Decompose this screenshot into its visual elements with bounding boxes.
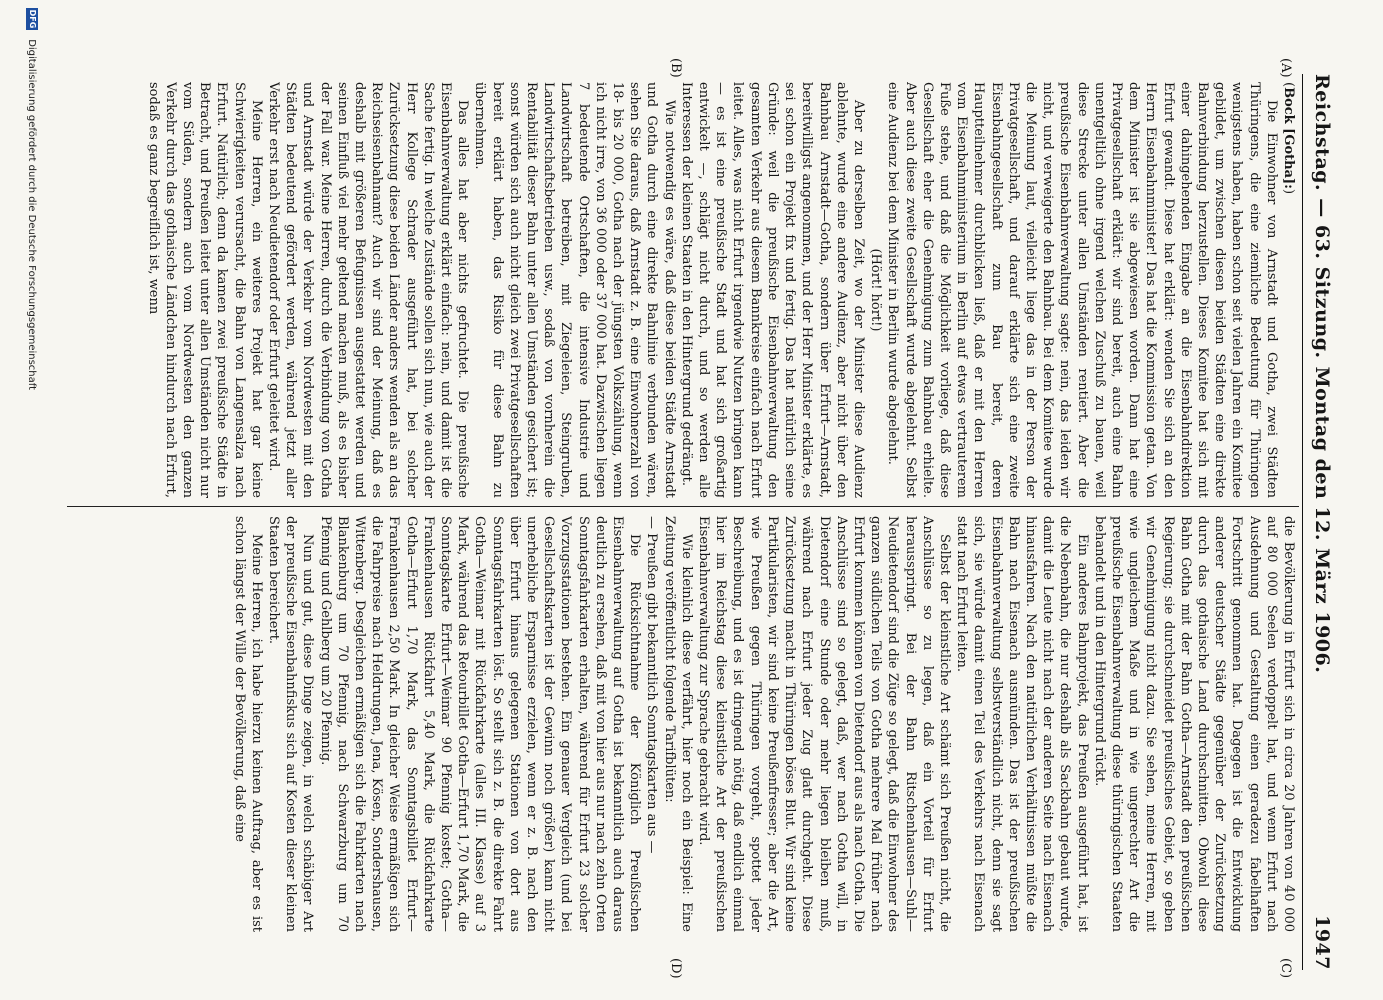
page-number: 1947 <box>1311 915 1333 970</box>
text-column-left <box>69 82 1297 498</box>
speaker-name: Bock [Gotha]: <box>1281 87 1296 189</box>
paragraph: Meine Herren, ich habe hierzu keinen Auftrag, aber es ist schon längst der Wille der Bevölkerung, daß eine <box>231 516 264 932</box>
paragraph: Ein anderes Bahnprojekt, das Preußen ausgeführt hat, ist die Nebenbahn, die nur deshalb als Sackbahn gebaut wurde, damit die Leute nicht nach der anderen Seite nach Eisenach hinausfahren. Nach den natürlichen Verhältnissen müßte die Bahn nach Eisenach ausmünden. Das ist der preußischen Eisenbahnverwaltung selbstverständlich nicht, denn sie sagt sich, sie würde damit einen Teil des Verkehrs nach Eisenach statt nach Erfurt leiten. <box>954 516 1090 932</box>
paragraph: Selbst der kleinstliche Art schämt sich Preußen nicht, die Anschlüsse so zu legen, daß ein Vorteil für Erfurt herausspringt. Bei der Bahn Ritschenhausen—Suhl—Neudietendorf sind die Züge so gelegt, daß die Einwohner des ganzen südlichen Teils von Gotha mehrere Mal früher nach Erfurt kommen können von Dietendorf aus als nach Gotha. Die Anschlüsse sind so gelegt, daß, wer nach Gotha will, in Dietendorf eine Stunde oder mehr liegen bleiben muß, während nach Erfurt jeder Zug glatt durchgeht. Diese Zurücksetzung macht in Thüringen böses Blut. Wir sind keine Partikularisten, wir sind keine Preußenfresser; aber die Art, wie Preußen gegen Thüringen vorgeht, spottet jeder Beschreibung, und es ist dringend nötig, daß endlich einmal hier im Reichstag diese kleinstliche Art der preußischen Eisenbahnverwaltung zur Sprache gebracht wird. <box>696 516 952 932</box>
dfg-logo: DFG <box>28 9 37 29</box>
margin-marker-c: (C) <box>1278 958 1293 979</box>
paragraph: Die Einwohner von Arnstadt und Gotha, zwei Städten Thüringens, die eine ziemliche Bedeutung für Thüringen wenigstens haben, haben schon seit vielen Jahren ein Komitee gebildet, um zwischen diesen beiden Städten eine direkte Bahnverbindung herzustellen. Dieses Komitee hat sich mit einer dahingehenden Eingabe an die Eisenbahndirektion Erfurt gewandt. Diese hat erklärt: wenden Sie sich an den Herrn Eisenbahnminister! Das hat die Kommission getan. Von dem Minister ist sie abgewiesen worden. Dann hat eine Privatgesellschaft erklärt: wir sind bereit, auch eine Bahn unentgeltlich ohne irgend welchen Zuschuß zu bauen, weil diese Strecke unter allen Umständen rentiert. Aber die preußische Eisenbahnverwaltung sagte: nein, das leiden wir nicht, und verweigerte den Bahnbau. Bei dem Komitee wurde die Meinung laut, vielleicht liege das in der Person der Privatgesellschaft, und darauf erklärte sich eine zweite Eisenbahngesellschaft zum Bau bereit, deren Hauptteilnehmer durchblicken ließ, daß er mit den Herren vom Eisenbahnministerium in Berlin auf etwas vertrauterem Fuße stehe, und daß die Möglichkeit vorliege, daß diese Gesellschaft eher die Genehmigung zum Bahnbau erhielte. Aber auch diese zweite Gesellschaft wurde abgelehnt. Selbst eine Audienz bei dem Minister in Berlin wurde abgelehnt. <box>885 82 1279 498</box>
paragraph: Das alles hat aber nichts gefruchtet. Die preußische Eisenbahnverwaltung erklärt einfach: nein, und damit ist die Sache fertig. In welche Zustände sollen sich nun, wie auch der Herr Kollege Schrader ausgeführt hat, bei solcher Zurücksetzung diese beiden Länder anders wenden als an das Reichseisenbahnamt? Auch wir sind der Meinung, daß es deshalb mit größeren Befugnissen ausgestattet werden und seinen Einfluß viel mehr geltend machen muß, als es bisher der Fall war. Meine Herren, durch die Verbindung von Gotha und Arnstadt würde der Verkehr vom Nordwesten mit den Städten bedeutend gefördert werden, während jetzt aller Verkehr erst nach Neudietendorf oder Erfurt geleitet wird. <box>266 82 471 498</box>
column-divider <box>67 506 1299 507</box>
header-session: Reichstag. — 63. Sitzung. <box>1311 74 1333 359</box>
page-header <box>1307 70 1333 970</box>
interjection: (Hört! hört!) <box>868 248 884 332</box>
paragraph: Aber zu derselben Zeit, wo der Minister diese Audienz ablehnte, wurde eine andere Audienz, aber nicht über den Bahnbau Arnstadt—Gotha, sondern über Erfurt—Arnstadt, bereitwilligst angenommen, und der Herr Minister erklärte, es sei schon ein Projekt fix und fertig. Das hat natürlich seine Gründe: weil die preußische Eisenbahnverwaltung den gesamten Verkehr aus diesem Bannkreise einfach nach Erfurt leitet. Alles, was nicht Erfurt irgendwie Nutzen bringen kann — es ist eine preußische Stadt und hat sich großartig entwickelt —, schlägt nicht durch, und so werden alle Interessen der kleinen Staaten in den Hintergrund gedrängt. <box>678 82 866 498</box>
paragraph: die Bevölkerung in Erfurt sich in circa 20 Jahren von 40 000 auf 80 000 Seelen verdoppelt hat, und wenn Erfurt nach Ausdehnung und Gestaltung einen geradezu fabelhaften Fortschritt genommen hat. Dagegen ist die Entwicklung anderer deutscher Städte gegenüber der Zurücksetzung durch das gothaische Land durchschnitten. Obwohl diese Bahn Gotha mit der Bahn Gotha—Arnstadt den preußischen Regierung; sie durchschneidet preußisches Gebiet, so geben wir Genehmigung nicht dazu. Sie sehen, meine Herren, mit wie ungleichem Maße und in wie ungerechter Art die preußische Eisenbahnverwaltung diese thüringischen Staaten behandelt und in den Hintergrund rückt. <box>1091 516 1296 932</box>
header-rule <box>1302 74 1303 970</box>
paragraph: Wie kleinlich diese verfährt, hier noch ein Beispiel: Eine Zeitung veröffentlicht folgende Tarifblüten: <box>661 516 694 932</box>
quoted-paragraph: Die Rücksichtnahme der Königlich Preußischen Eisenbahnverwaltung auf Gotha ist bekanntlich auch daraus deutlich zu ersehen, daß mit von hier aus nur nach zehn Orten Sonntagsfahrkarten erhalten, während für Erfurt 23 solcher Vorzugsstationen bestehen. Ein genauer Vergleich (und bei Gesellschaftskarten ist der Gewinn noch größer) kann nicht unerhebliche Ersparnisse erzielen, wenn er z. B. nach den über Erfurt hinaus gelegenen Stationen von dort aus Sonntagsfahrkarten löst. So stellt sich z. B. die direkte Fahrt Gotha—Weimar mit Rückfahrkarte (alles III. Klasse) auf 3 Mark, während das Retourbillet Gotha—Erfurt 1,70 Mark, die Sonntagskarte Erfurt—Weimar 90 Pfennig kostet; Gotha—Frankenhausen Rückfahrt 5,40 Mark, die Rückfahrkarte Gotha—Erfurt 1,70 Mark, das Sonntagsbillet Erfurt—Frankenhausen 2,50 Mark. In gleicher Weise ermäßigen sich die Fahrpreise nach Heldrungen, Jena, Kösen, Sondershausen, Wittenberg. Desgleichen ermäßigen sich die Fahrkarten nach Blankenburg um 70 Pfennig, nach Schwarzburg um 70 Pfennig und Gehlberg um 20 Pfennig. <box>317 516 643 932</box>
margin-marker-d: (D) <box>668 958 683 979</box>
paragraph: Meine Herren, ein weiteres Projekt hat gar keine Schwierigkeiten verursacht, die Bahn von Langensalza nach Erfurt. Natürlich; denn da kamen zwei preußische Städte in Betracht, und Preußen leitet unter allen Umständen nicht nur vom Süden, sondern auch vom Nordwesten den ganzen Verkehr durch das gothaische Ländchen hindurch nach Erfurt, sodaß es ganz begreiflich ist, wenn <box>145 82 264 498</box>
speaker-line: (Bock [Gotha]:) <box>1281 82 1296 195</box>
paragraph: Nun und gut, diese Dinge zeigen, in welch schäbiger Art der preußische Eisenbahnfiskus sich auf Kosten dieser kleinen Staaten bereichert. <box>266 516 316 932</box>
margin-marker-b: (B) <box>668 58 683 78</box>
quote-intro: — Preußen gibt bekanntlich Sonntagskarten aus — <box>644 516 660 854</box>
header-date: Montag den 12. März 1906. <box>1311 366 1333 674</box>
text-column-right <box>69 516 1297 932</box>
margin-marker-a: (A) <box>1278 58 1293 78</box>
paragraph: Wie notwendig es wäre, daß diese beiden Städte Arnstadt und Gotha durch eine direkte Bahnlinie verbunden wären, sehen Sie daraus, daß Arnstadt z. B. eine Einwohnerzahl von 18- bis 20 000, Gotha nach der jüngsten Volkszählung, wenn ich nicht irre, von 36 000 oder 37 000 hat. Dazwischen liegen 7 bedeutende Ortschaften, die intensive Industrie und Landwirtschaft betreiben, mit Ziegeleien, Steingruben, Landwirtschaftsbetrieben usw., sodaß von vornherein die Rentabilität dieser Bahn unter allen Umständen gesichert ist; sonst würden sich auch nicht gleich zwei Privatgesellschaften bereit erklärt haben, das Risiko für diese Bahn zu übernehmen. <box>472 82 677 498</box>
digitization-credit <box>20 8 38 994</box>
credit-text: Digitalisierung gefördert durch die Deutsche Forschungsgemeinschaft <box>26 39 37 391</box>
